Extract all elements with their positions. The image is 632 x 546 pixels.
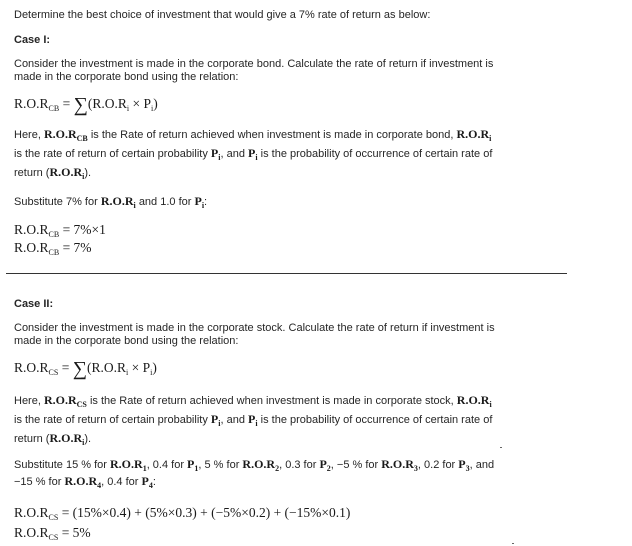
case2-line1: Consider the investment is made in the corporate stock. Calculate the rate of return if investment is: [14, 322, 495, 334]
case1-here-line: Here, $R.O.R_{CB}$ is the Rate of return achieved when investment is made in corporate bond, $R.O.R_i$: [14, 127, 492, 143]
case2-relation-equation: $R.O.R_{CS} = \sum(R.O.R_i \times P_i)$: [14, 358, 157, 380]
case2-return-line: return $(R.O.R_i)$.: [14, 431, 92, 447]
stray-mark: [500, 447, 502, 448]
case1-line1: Consider the investment is made in the corporate bond. Calculate the rate of return if investment is: [14, 58, 494, 70]
case1-return-line: return $(R.O.R_i)$.: [14, 165, 92, 181]
section-divider: [6, 273, 567, 274]
case2-substitute-line2: −15 % for $R.O.R_4$, 0.4 for $P_4$:: [14, 474, 156, 490]
case1-result-step2: $R.O.R_{CB} = 7\%$: [14, 240, 92, 257]
case2-rate-line: is the rate of return of certain probability $P_i$, and $P_i$ is the probability of occurrence of certain rate of: [14, 412, 493, 428]
stray-mark: [512, 543, 514, 544]
case1-result-step1: $R.O.R_{CB} = 7\%\times 1$: [14, 222, 106, 239]
case2-here-line: Here, $R.O.R_{CS}$ is the Rate of return achieved when investment is made in corporate stock, $R.O.R_i$: [14, 393, 492, 409]
case1-heading: Case I:: [14, 34, 51, 46]
case2-heading: Case II:: [14, 298, 54, 310]
case2-substitute-line1: Substitute 15 % for $R.O.R_1$, 0.4 for $P_1$, 5 % for $R.O.R_2$, 0.3 for $P_2$, −5 % for $R.O.R_3$, 0.2 for $P_3$, and: [14, 457, 495, 473]
case1-relation-equation: $R.O.R_{CB} = \sum(R.O.R_i \times P_i)$: [14, 94, 158, 116]
case1-substitute-line: Substitute 7% for $R.O.R_i$ and 1.0 for $P_i$:: [14, 194, 208, 210]
case1-line2: made in the corporate bond using the relation:: [14, 71, 239, 83]
case2-result-step1: $R.O.R_{CS} = (15\%\times 0.4) + (5\%\times 0.3) + (-5\%\times 0.2) + (-15\%\times 0.1)$: [14, 505, 351, 522]
intro-text: Determine the best choice of investment that would give a 7% rate of return as below:: [14, 9, 431, 21]
case2-result-step2: $R.O.R_{CS} = 5\%$: [14, 525, 91, 542]
case1-rate-line: is the rate of return of certain probability $P_i$, and $P_i$ is the probability of occurrence of certain rate of: [14, 146, 493, 162]
case2-line2: made in the corporate bond using the relation:: [14, 335, 239, 347]
